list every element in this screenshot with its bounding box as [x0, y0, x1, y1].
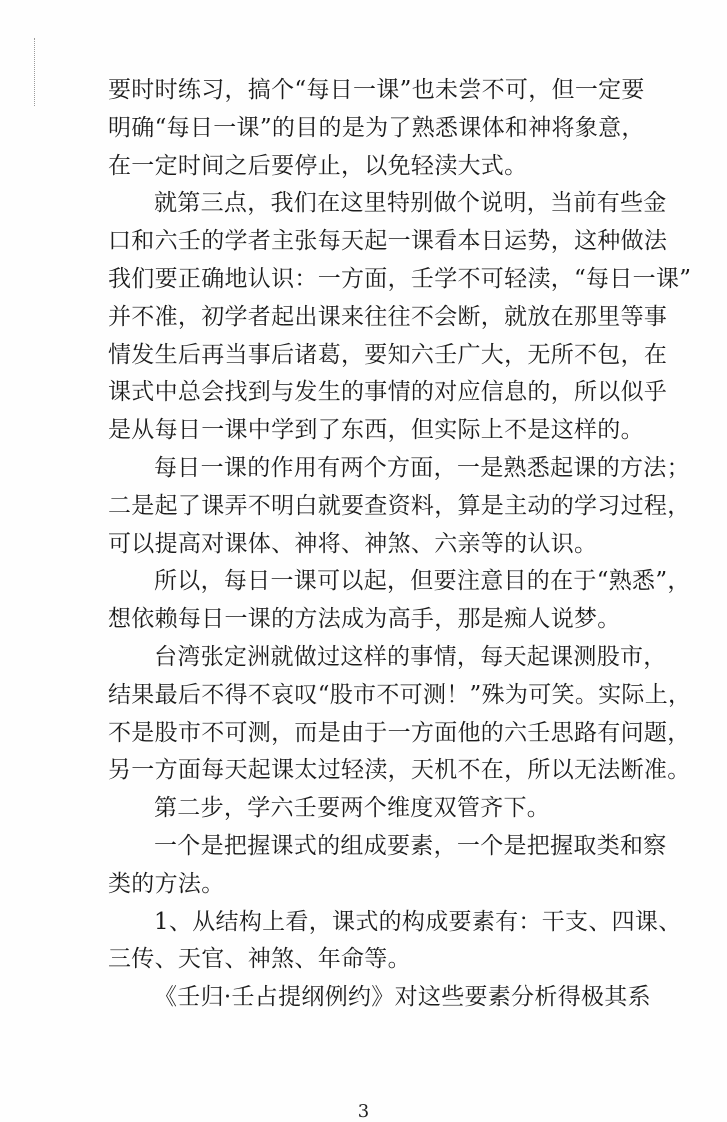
text-line: 想依赖每日一课的方法成为高手，那是痴人说梦。: [108, 606, 621, 633]
text-line: 明确“每日一课”的目的是为了熟悉课体和神将象意，: [108, 114, 645, 141]
text-line: 在一定时间之后要停止，以免轻渎大式。: [108, 152, 528, 179]
text-line: 课式中总会找到与发生的事情的对应信息的，所以似乎: [108, 379, 668, 406]
text-line: 是从每日一课中学到了东西，但实际上不是这样的。: [108, 417, 644, 444]
text-line: 结果最后不得不哀叹“股市不可测！”殊为可笑。实际上，: [108, 681, 692, 708]
text-line: 每日一课的作用有两个方面，一是熟悉起课的方法；: [154, 454, 690, 481]
body-text: [108, 72, 712, 1017]
text-line: 口和六壬的学者主张每天起一课看本日运势，这种做法: [108, 228, 668, 255]
scan-margin-mark: [34, 38, 36, 106]
text-line: 不是股市不可测，而是由于一方面他的六壬思路有问题，: [108, 719, 691, 746]
text-line: 所以，每日一课可以起，但要注意目的在于“熟悉”，: [154, 568, 691, 595]
text-line: 我们要正确地认识：一方面，壬学不可轻渎，“每日一课”: [108, 265, 692, 292]
text-line: 并不准，初学者起出课来往往不会断，就放在那里等事: [108, 303, 668, 330]
text-line: 台湾张定洲就做过这样的事情，每天起课测股市，: [154, 643, 667, 670]
text-line: 情发生后再当事后诸葛，要知六壬广大，无所不包，在: [108, 341, 668, 368]
text-line: 就第三点，我们在这里特别做个说明，当前有些金: [154, 190, 667, 217]
text-line: 另一方面每天起课太过轻渎，天机不在，所以无法断准。: [108, 757, 691, 784]
text-line: 类的方法。: [108, 870, 225, 897]
text-line: 一个是把握课式的组成要素，一个是把握取类和察: [154, 832, 667, 859]
text-line: 1、从结构上看，课式的构成要素有：干支、四课、: [154, 908, 682, 935]
text-line: 二是起了课弄不明白就要查资料，算是主动的学习过程，: [108, 492, 691, 519]
text-line: 三传、天官、神煞、年命等。: [108, 946, 411, 973]
text-line: 要时时练习，搞个“每日一课”也未尝不可，但一定要: [108, 77, 645, 103]
text-line: 可以提高对课体、神将、神煞、六亲等的认识。: [108, 530, 598, 557]
page-number: 3: [357, 1101, 370, 1122]
text-line: 第二步，学六壬要两个维度双管齐下。: [154, 795, 551, 822]
text-line: 《壬归·壬占提纲例约》对这些要素分析得极其系: [154, 984, 651, 1011]
